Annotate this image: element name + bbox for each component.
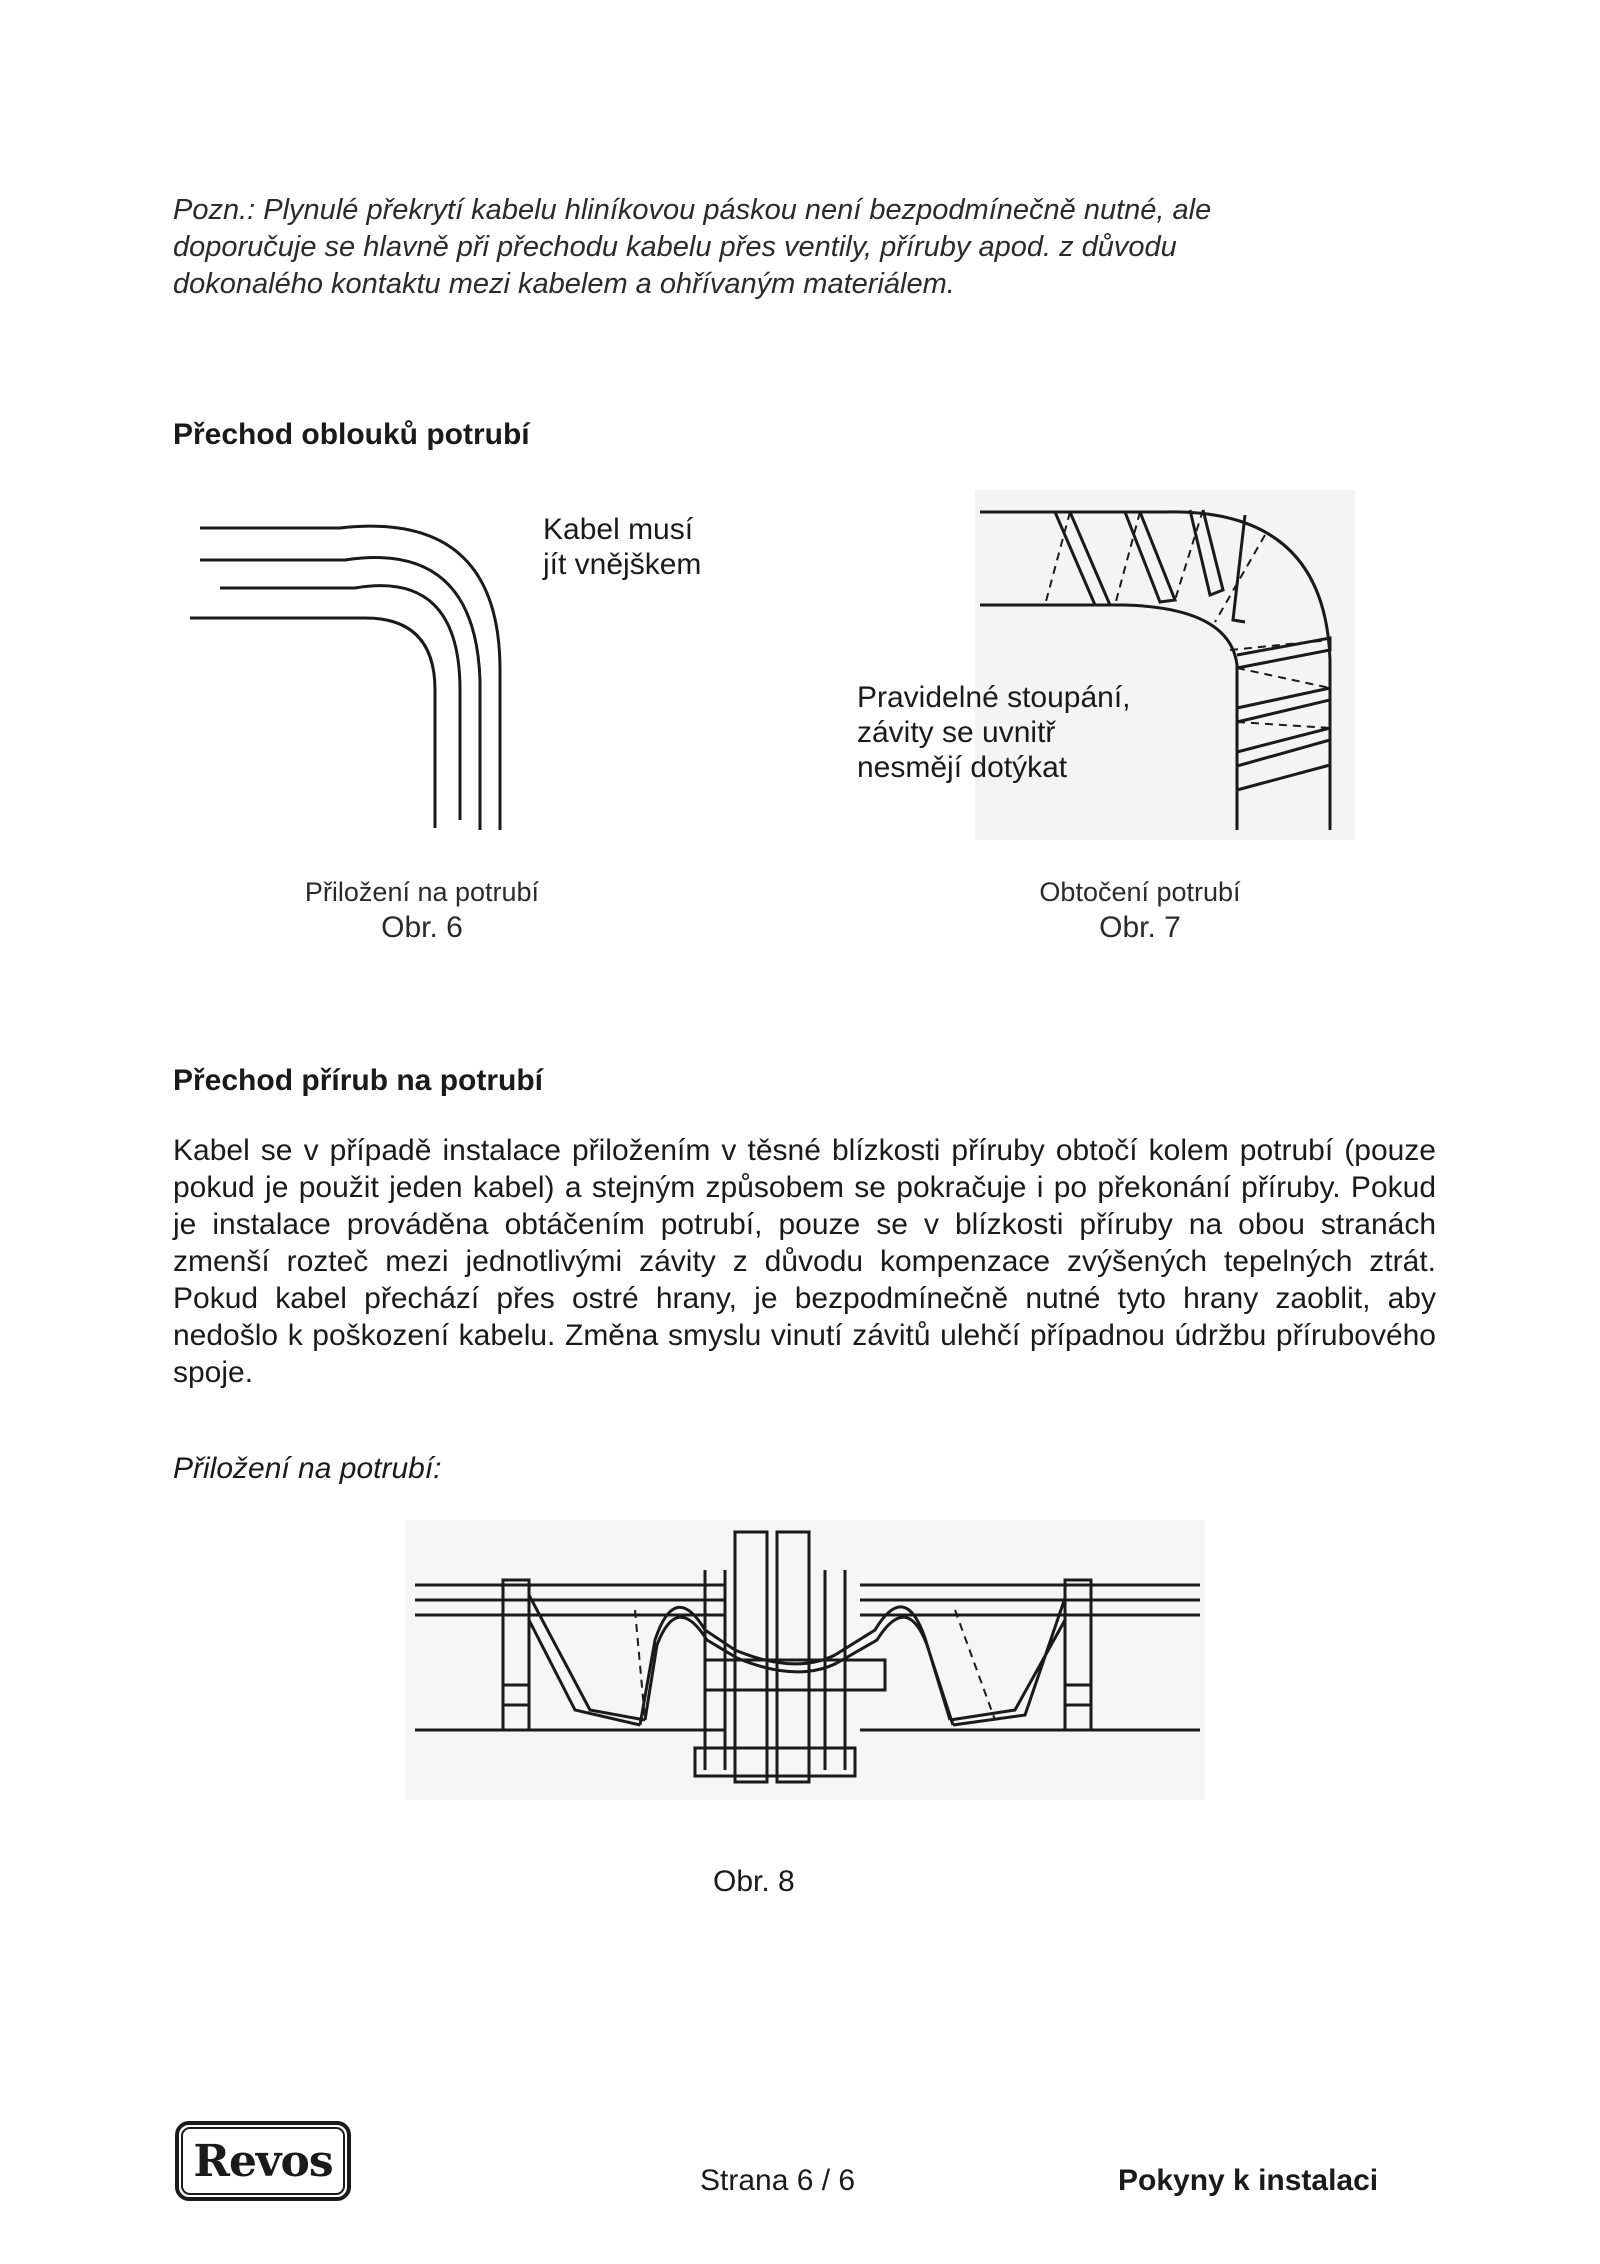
flange-paragraph: Kabel se v případě instalace přiložením v těsné blízkosti příruby obtočí kolem potrubí (pouze pokud je použit jeden kabel) a stejným způsobem se pokračuje i po překonání příruby. Pokud je instalace prováděna obtáčením potrubí, pouze se v blízkosti příruby na obou stranách zmenší rozteč mezi jednotlivými závity z důvodu kompenzace zvýšených tepelných ztrát. Pokud kabel přechází přes ostré hrany, je bezpodmínečně nutné tyto hrany zaoblit, aby nedošlo k poškození kabelu. Změna smyslu vinutí závitů ulehčí případnou údržbu přírubového spoje. <box>173 1134 1436 1389</box>
figure-6-pipe-bend <box>170 490 570 840</box>
fig7-number: Obr. 7 <box>1099 911 1181 944</box>
fig6-callout-line: Kabel musí <box>543 513 694 546</box>
page-number: Strana 6 / 6 <box>700 2164 856 2197</box>
revos-logo <box>175 2121 351 2201</box>
note-line: Pozn.: Plynulé překrytí kabelu hliníkovou páskou není bezpodmínečně nutné, ale <box>173 194 1212 226</box>
sublabel-laying: Přiložení na potrubí: <box>173 1452 442 1485</box>
document-title: Pokyny k instalaci <box>1118 2164 1379 2197</box>
note-line: doporučuje se hlavně při přechodu kabelu přes ventily, příruby apod. z důvodu <box>173 231 1177 263</box>
fig6-pipe-outer <box>200 526 500 830</box>
fig6-caption-block <box>242 874 602 946</box>
note-text <box>173 192 1443 303</box>
section-heading-pipe-bends: Přechod oblouků potrubí <box>173 418 530 451</box>
note-line: dokonalého kontaktu mezi kabelem a ohřívaným materiálem. <box>173 268 955 300</box>
figure-8-flange <box>405 1520 1205 1800</box>
fig8-number: Obr. 8 <box>713 1865 795 1898</box>
fig6-pipe-inner <box>190 618 435 828</box>
fig7-callout-line: závity se uvnitř <box>857 716 1056 749</box>
fig7-callout-line: Pravidelné stoupání, <box>857 681 1131 714</box>
fig6-callout <box>543 512 701 582</box>
figure-7-pipe-spiral <box>975 490 1355 840</box>
fig6-callout-line: jít vnějškem <box>543 548 702 581</box>
fig7-callout-line: nesmějí dotýkat <box>857 751 1068 784</box>
fig6-caption: Přiložení na potrubí <box>304 877 540 907</box>
fig6-cable-inner <box>220 586 460 820</box>
section-heading-flanges: Přechod přírub na potrubí <box>173 1064 544 1097</box>
fig7-caption: Obtočení potrubí <box>1039 877 1241 907</box>
fig7-callout <box>857 680 1131 785</box>
fig7-caption-block <box>960 874 1320 946</box>
revos-logo-text: Revos <box>181 2127 345 2195</box>
fig6-cable-outer <box>200 558 480 831</box>
fig6-number: Obr. 6 <box>381 911 463 944</box>
